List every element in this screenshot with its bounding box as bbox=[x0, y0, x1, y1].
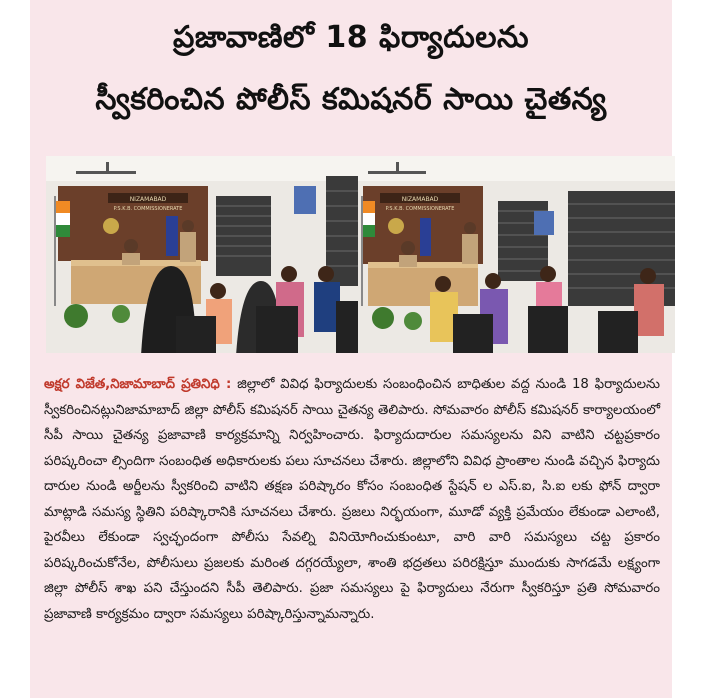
photo-left bbox=[46, 156, 363, 353]
headline-line-2: స్వీకరించిన పోలీస్ కమిషనర్ సాయి చైతన్య bbox=[95, 82, 607, 117]
photo-right bbox=[358, 156, 675, 353]
byline: అక్షర విజేత,నిజామాబాద్ ప్రతినిధి : bbox=[44, 377, 232, 392]
article-text: జిల్లాలో వివిధ ఫిర్యాదులకు సంబంధించిన బాధితుల వద్ద నుండి 18 ఫిర్యాదులను స్వీకరించినట్లునిజామాబాద్ జిల్లా పోలీస్ కమిషనర్ సాయి చైతన్య తెలిపారు. సోమవారం పోలీస్ కమిషనర్ కార్యాలయంలో సీపీ సాయి చైతన్య ప్రజావాణి కార్యక్రమాన్ని నిర్వహించారు. ఫిర్యాదుదారుల సమస్యలను విని వాటిని చట్టప్రకారం పరిష్కరించా ల్సిందిగా సంబంధిత అధికారులకు పలు సూచనలు చేశారు. జిల్లాలోని వివిధ ప్రాంతాల నుండి వచ్చిన ఫిర్యాదు దారుల నుండి అర్జీలను స్వీకరించి వాటిని తక్షణ పరిష్కారం కోసం సంబంధిత స్టేషన్ ల ఎస్.ఐ, సి.ఐ లకు ఫోన్ ద్వారా మాట్లాడి సమస్య స్థితిని పరిష్కారానికి సూచనలు చేశారు. ప్రజలు నిర్భయంగా, మూడో వ్యక్తి ప్రమేయం లేకుండా ఎలాంటి, పైరవీలు లేకుండా స్వచ్ఛందంగా పోలీసు సేవల్ని వినియోగించుకుంటూ, వారి వారి సమస్యలు చట్ట ప్రకారం పరిష్కరించుకోనేల, పోలీసులు ప్రజలకు మరింత దగ్గరయ్యేలా, శాంతి భద్రతలు పరిరక్షిస్తూ ముందుకు సాగడమే లక్ష్యంగా జిల్లా పోలీస్ శాఖ పని చేస్తుందని సీపీ తెలిపారు. ప్రజా సమస్యలు పై ఫిర్యాదులు నేరుగా స్వీకరిస్తూ ప్రతి సోమవారం ప్రజావాణి కార్యక్రమం ద్వారా సమస్యలు పరిష్కారిస్తున్నామన్నారు. bbox=[44, 377, 660, 622]
headline-line-1: ప్రజావాణిలో 18 ఫిర్యాదులను bbox=[173, 20, 529, 55]
article-body bbox=[44, 372, 660, 627]
wall-sign-line-2: P.S.K.B. COMMISSIONERATE bbox=[385, 206, 455, 212]
wall-sign-line-1: NIZAMABAD bbox=[129, 196, 167, 203]
wall-sign-line-2: P.S.K.B. COMMISSIONERATE bbox=[113, 206, 183, 212]
wall-sign-line-1: NIZAMABAD bbox=[401, 196, 439, 203]
news-clipping bbox=[30, 0, 672, 698]
